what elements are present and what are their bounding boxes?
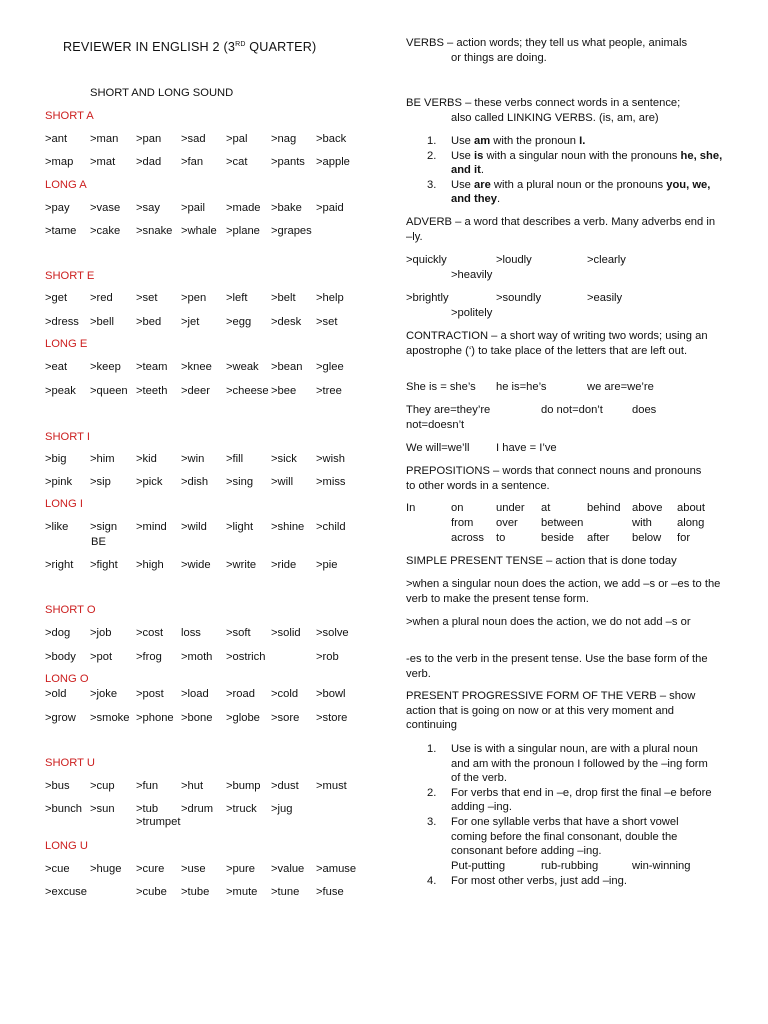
word: >phone [136, 712, 174, 724]
word: >frog [136, 651, 162, 663]
word: >sore [271, 712, 300, 724]
word: >fill [226, 453, 244, 465]
word: >like [45, 521, 69, 533]
word: >plane [226, 225, 260, 237]
word: >use [181, 863, 206, 875]
list-item: 2. For verbs that end in –e, drop first the final –e before adding –ing. [427, 786, 712, 814]
word: >kid [136, 453, 157, 465]
section-heading: SHORT E [45, 270, 95, 282]
word: >right [45, 559, 74, 571]
preposition: over [496, 517, 518, 529]
section-heading: SHORT O [45, 604, 96, 616]
preposition: above [632, 502, 663, 514]
word: >fan [181, 156, 204, 168]
preposition: under [496, 502, 525, 514]
contraction-example: We will=we’ll [406, 442, 470, 454]
word: >bus [45, 780, 70, 792]
word: >jet [181, 316, 200, 328]
word: >ride [271, 559, 297, 571]
word: >write [226, 559, 257, 571]
word: >map [45, 156, 74, 168]
word: >sing [226, 476, 254, 488]
section-heading: LONG A [45, 179, 87, 191]
preposition: between [541, 517, 584, 529]
word: >ostrich [226, 651, 266, 663]
list-item: 4. For most other verbs, just add –ing. [427, 874, 627, 887]
word: >bone [181, 712, 213, 724]
word: >egg [226, 316, 252, 328]
word: >eat [45, 361, 68, 373]
contraction-example: She is = she’s [406, 381, 476, 393]
preposition: beside [541, 532, 574, 544]
word: loss [181, 627, 201, 639]
word: >man [90, 133, 119, 145]
word: >win [181, 453, 205, 465]
preposition: across [451, 532, 484, 544]
prepositions-definition: PREPOSITIONS – words that connect nouns and pronouns to other words in a sentence. [406, 465, 702, 492]
list-item: 1. Use is with a singular noun, are with a plural noun and am with the pronoun I followed by the –ing form of the verb. [427, 743, 708, 785]
list-item: 1. Use am with the pronoun I. [427, 135, 586, 147]
word: >pick [136, 476, 163, 488]
word: >grapes [271, 225, 312, 237]
preposition: for [677, 532, 691, 544]
simple-present-rule: -es to the verb in the present tense. Use the base form of the verb. [406, 653, 708, 680]
contraction-definition: CONTRACTION – a short way of writing two words; using an apostrophe (‘) to take place of the letters that are left out. [406, 330, 708, 357]
contraction-example: he is=he’s [496, 381, 547, 393]
word: >light [226, 521, 254, 533]
word: >left [226, 292, 248, 304]
preposition: In [406, 502, 416, 514]
word: >solid [271, 627, 301, 639]
preposition: after [587, 532, 610, 544]
document-title: REVIEWER IN ENGLISH 2 (3RD QUARTER) [63, 40, 317, 55]
word: >paid [316, 202, 344, 214]
word: >sip [90, 476, 111, 488]
word: >keep [90, 361, 121, 373]
section-heading: LONG I [45, 498, 83, 510]
section-heading: LONG U [45, 840, 88, 852]
word: >back [316, 133, 347, 145]
word: >apple [316, 156, 350, 168]
word: >sick [271, 453, 297, 465]
word: >sun [90, 803, 115, 815]
word: >fun [136, 780, 159, 792]
word: >pink [45, 476, 73, 488]
be-verbs-definition-cont: also called LINKING VERBS. (is, am, are) [451, 112, 659, 124]
preposition: about [677, 502, 705, 514]
section-heading: SHORT U [45, 757, 95, 769]
word: >grow [45, 712, 76, 724]
subtitle: SHORT AND LONG SOUND [90, 87, 234, 99]
word: >wild [181, 521, 207, 533]
word: >get [45, 292, 68, 304]
word: >solve [316, 627, 349, 639]
contraction-example: we are=we’re [587, 381, 654, 393]
word: >team [136, 361, 168, 373]
contraction-example: I have = I’ve [496, 442, 557, 454]
word: >pure [226, 863, 255, 875]
word: >must [316, 780, 347, 792]
word: >moth [181, 651, 213, 663]
word: >say [136, 202, 160, 214]
word: >fuse [316, 886, 344, 898]
word: >jug [271, 803, 293, 815]
section-heading: SHORT I [45, 431, 90, 443]
simple-present-rule: >when a plural noun does the action, we do not add –s or [406, 616, 691, 628]
word: >tub [136, 803, 159, 815]
contraction-example: do not=don’t [541, 404, 603, 416]
word: >pants [271, 156, 305, 168]
word: >made [226, 202, 261, 214]
word: >pay [45, 202, 70, 214]
word: >dog [45, 627, 71, 639]
word: >desk [271, 316, 302, 328]
preposition: at [541, 502, 551, 514]
section-heading: LONG O [45, 673, 89, 685]
verbs-definition: VERBS – action words; they tell us what people, animals [406, 37, 688, 49]
word: >value [271, 863, 305, 875]
word: >nag [271, 133, 297, 145]
word: >excuse [45, 886, 87, 898]
word: >cold [271, 688, 299, 700]
word: >cake [90, 225, 121, 237]
word: >glee [316, 361, 344, 373]
adverb-example: >easily [587, 292, 623, 304]
word: >teeth [136, 385, 168, 397]
word: >mute [226, 886, 258, 898]
word: >bowl [316, 688, 346, 700]
word: >drum [181, 803, 214, 815]
word: >truck [226, 803, 257, 815]
adverb-example: >quickly [406, 254, 447, 266]
word: >dust [271, 780, 299, 792]
preposition: to [496, 532, 506, 544]
word: >sign [90, 521, 118, 533]
simple-present-heading: SIMPLE PRESENT TENSE – action that is done today [406, 555, 677, 567]
word: >cue [45, 863, 70, 875]
word: >cat [226, 156, 248, 168]
word: >dad [136, 156, 162, 168]
word: >smoke [90, 712, 130, 724]
list-item: 2. Use is with a singular noun with the pronouns he, she, and it. [427, 149, 723, 177]
word: >big [45, 453, 67, 465]
progressive-list [427, 742, 717, 888]
word: >bump [226, 780, 261, 792]
word: >pal [226, 133, 248, 145]
preposition: below [632, 532, 662, 544]
word: >pen [181, 292, 207, 304]
word: >set [136, 292, 158, 304]
word: >peak [45, 385, 76, 397]
word: >rob [316, 651, 339, 663]
word: >job [90, 627, 112, 639]
word: >whale [181, 225, 217, 237]
list-item: 3. Use are with a plural noun or the pronouns you, we, and they. [427, 178, 711, 206]
word: >road [226, 688, 255, 700]
preposition: from [451, 517, 474, 529]
adverb-example: >loudly [496, 254, 532, 266]
example-row: Put-putting rub-rubbing win-winning [451, 859, 691, 872]
preposition: with [632, 517, 652, 529]
word: >hut [181, 780, 204, 792]
word: >tube [181, 886, 210, 898]
progressive-heading: PRESENT PROGRESSIVE FORM OF THE VERB – show action that is going on now or at this very moment and continuing [406, 690, 696, 732]
word: >fight [90, 559, 118, 571]
adverb-example: >soundly [496, 292, 542, 304]
word: >bean [271, 361, 303, 373]
adverb-example: >politely [451, 307, 493, 319]
contraction-example: does [632, 404, 657, 416]
verbs-definition-cont: or things are doing. [451, 52, 547, 64]
word: >bell [90, 316, 114, 328]
word: >help [316, 292, 344, 304]
word: >cost [136, 627, 164, 639]
adverb-example: >clearly [587, 254, 626, 266]
section-heading: LONG E [45, 338, 88, 350]
preposition: along [677, 517, 705, 529]
adverb-example: >brightly [406, 292, 449, 304]
wrap-text-be: BE [91, 536, 106, 548]
word: >bake [271, 202, 302, 214]
word: >amuse [316, 863, 357, 875]
list-item: 3. For one syllable verbs that have a short vowel coming before the final consonant, double the consonant before adding –ing. [427, 815, 679, 858]
word: >cheese [226, 385, 269, 397]
word: >joke [90, 688, 118, 700]
word: >wish [316, 453, 345, 465]
word: >pail [181, 202, 205, 214]
word: >post [136, 688, 164, 700]
word: >vase [90, 202, 121, 214]
word: >belt [271, 292, 296, 304]
contraction-example: not=doesn’t [406, 419, 465, 431]
word: >pan [136, 133, 162, 145]
adverb-definition: ADVERB – a word that describes a verb. Many adverbs end in –ly. [406, 216, 716, 243]
word: >globe [226, 712, 260, 724]
section-heading: SHORT A [45, 110, 94, 122]
preposition: on [451, 502, 464, 514]
wrap-text-trumpet: >trumpet [136, 816, 181, 828]
word: >huge [90, 863, 122, 875]
preposition: behind [587, 502, 621, 514]
word: >bed [136, 316, 162, 328]
word: >soft [226, 627, 251, 639]
word: >ant [45, 133, 68, 145]
simple-present-rule: >when a singular noun does the action, we add –s or –es to the verb to make the present tense form. [406, 578, 721, 605]
word: >sad [181, 133, 206, 145]
be-verbs-definition: BE VERBS – these verbs connect words in a sentence; [406, 97, 681, 109]
word: >mind [136, 521, 167, 533]
word: >cure [136, 863, 165, 875]
word: >deer [181, 385, 210, 397]
adverb-example: >heavily [451, 269, 493, 281]
be-verbs-list [427, 134, 727, 207]
contraction-example: They are=they’re [406, 404, 491, 416]
word: >old [45, 688, 67, 700]
word: >child [316, 521, 346, 533]
word: >store [316, 712, 348, 724]
word: >body [45, 651, 76, 663]
word: >dress [45, 316, 79, 328]
word: >red [90, 292, 113, 304]
word: >knee [181, 361, 212, 373]
word: >dish [181, 476, 209, 488]
word: >mat [90, 156, 116, 168]
word: >cup [90, 780, 115, 792]
word: >him [90, 453, 115, 465]
word: >bee [271, 385, 297, 397]
word: >shine [271, 521, 305, 533]
word: >pot [90, 651, 113, 663]
word: >wide [181, 559, 211, 571]
word: >tune [271, 886, 300, 898]
word: >miss [316, 476, 346, 488]
word: >queen [90, 385, 128, 397]
word: >cube [136, 886, 167, 898]
word: >bunch [45, 803, 83, 815]
word: >tree [316, 385, 342, 397]
word: >will [271, 476, 294, 488]
word: >set [316, 316, 338, 328]
word: >pie [316, 559, 338, 571]
word: >load [181, 688, 209, 700]
word: >high [136, 559, 164, 571]
word: >snake [136, 225, 173, 237]
word: >weak [226, 361, 259, 373]
word: >tame [45, 225, 77, 237]
